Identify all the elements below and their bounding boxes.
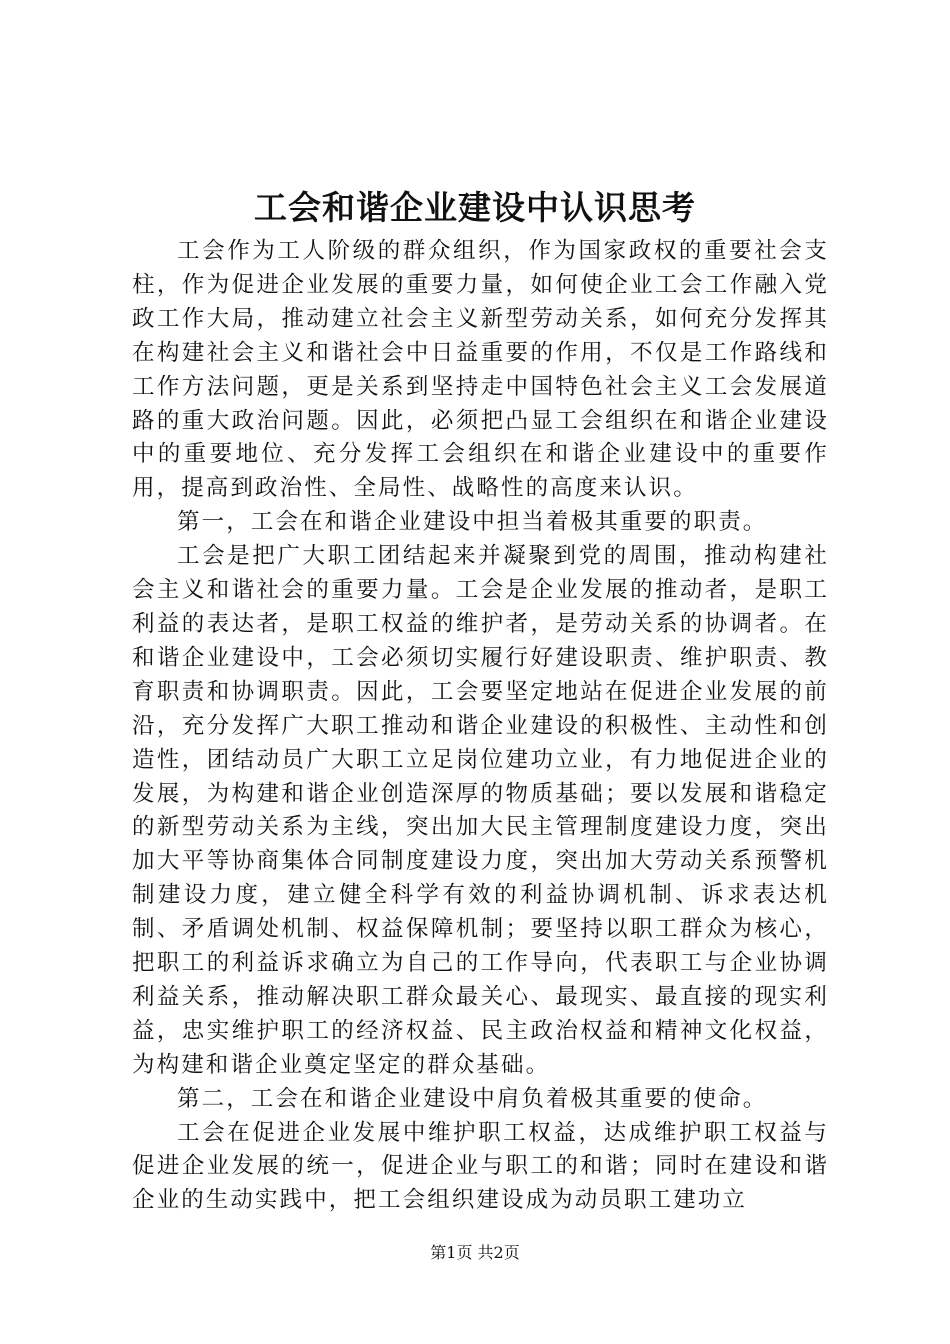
paragraph-intro: 工会作为工人阶级的群众组织，作为国家政权的重要社会支柱，作为促进企业发展的重要力量，如何使企业工会工作融入党政工作大局，推动建立社会主义新型劳动关系，如何充分发挥其在构建社会主义和谐社会中日益重要的作用，不仅是工作路线和工作方法问题，更是关系到坚持走中国特色社会主义工会发展道路的重大政治问题。因此，必须把凸显工会组织在和谐企业建设中的重要地位、充分发挥工会组织在和谐企业建设中的重要作用，提高到政治性、全局性、战略性的高度来认识。 [132, 238, 829, 502]
document-title: 工会和谐企业建设中认识思考 [254, 188, 696, 227]
paragraph-second-body: 工会在促进企业发展中维护职工权益，达成维护职工权益与促进企业发展的统一，促进企业与职工的和谐；同时在建设和谐企业的生动实践中，把工会组织建设成为动员职工建功立 [132, 1119, 829, 1214]
document-body [132, 235, 829, 1218]
page-footer: 第1页 共2页 [430, 1243, 520, 1262]
paragraph-heading-second: 第二，工会在和谐企业建设中肩负着极其重要的使命。 [177, 1085, 768, 1112]
paragraph-first-body: 工会是把广大职工团结起来并凝聚到党的周围，推动构建社会主义和谐社会的重要力量。工会是企业发展的推动者，是职工利益的表达者，是职工权益的维护者，是劳动关系的协调者。在和谐企业建设中，工会必须切实履行好建设职责、维护职责、教育职责和协调职责。因此，工会要坚定地站在促进企业发展的前沿，充分发挥广大职工推动和谐企业建设的积极性、主动性和创造性，团结动员广大职工立足岗位建功立业，有力地促进企业的发展，为构建和谐企业创造深厚的物质基础；要以发展和谐稳定的新型劳动关系为主线，突出加大民主管理制度建设力度，突出加大平等协商集体合同制度建设力度，突出加大劳动关系预警机制建设力度，建立健全科学有效的利益协调机制、诉求表达机制、矛盾调处机制、权益保障机制；要坚持以职工群众为核心，把职工的利益诉求确立为自己的工作导向，代表职工与企业协调利益关系，推动解决职工群众最关心、最现实、最直接的现实利益，忠实维护职工的经济权益、民主政治权益和精神文化权益，为构建和谐企业奠定坚定的群众基础。 [132, 543, 829, 1078]
paragraph-heading-first: 第一，工会在和谐企业建设中担当着极其重要的职责。 [177, 509, 768, 536]
